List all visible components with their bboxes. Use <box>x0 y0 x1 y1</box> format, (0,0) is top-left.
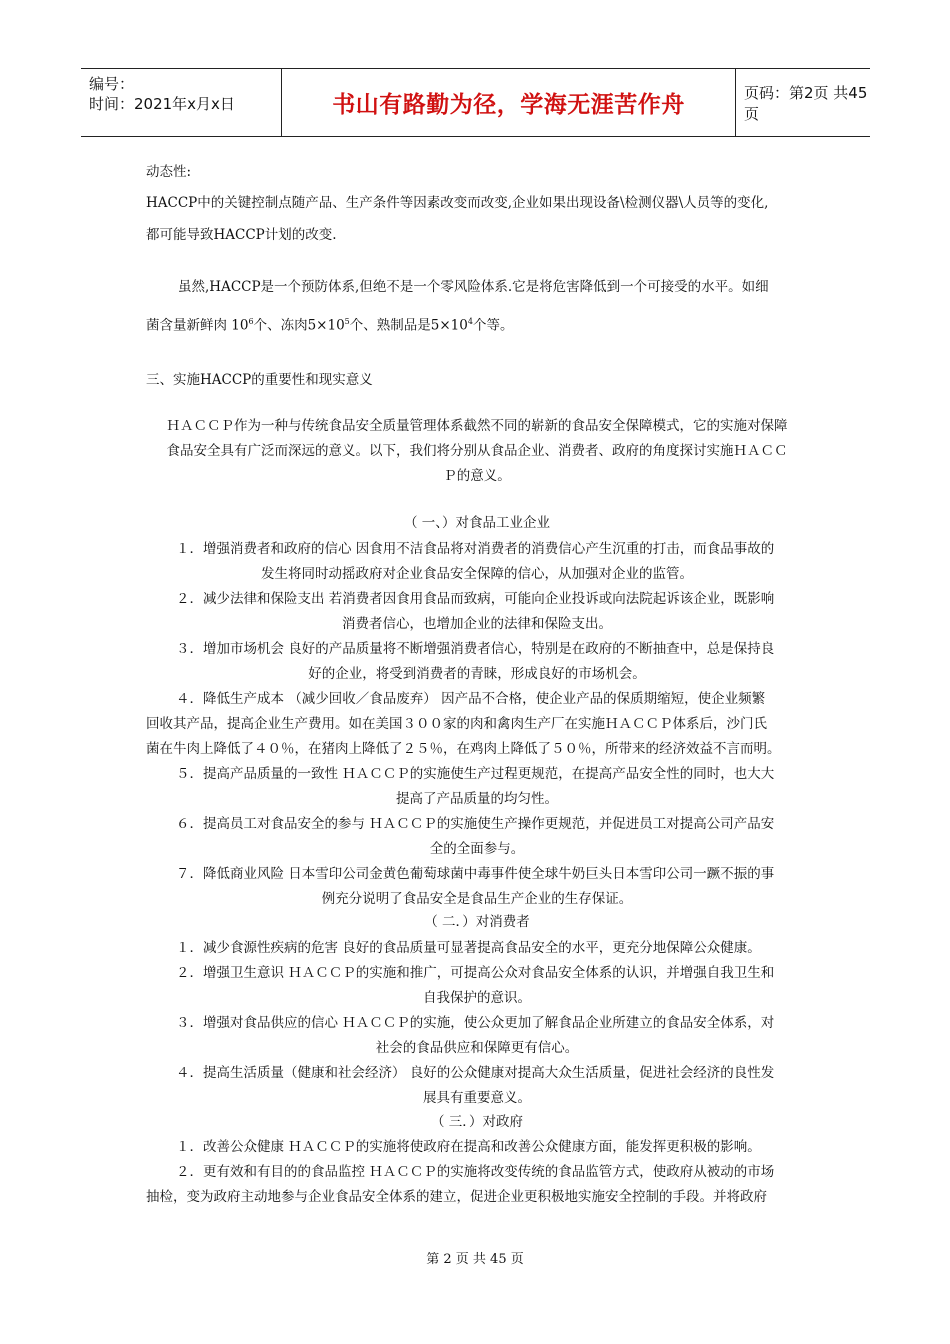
list-item: ２．减少法律和保险支出 若消费者因食用食品而致病，可能向企业投诉或向法院起诉该企业，既影响 <box>176 591 775 607</box>
paragraph-line: HACCP中的关键控制点随产品、生产条件等因素改变而改变,企业如果出现设备\检测仪器\人员等的变化, <box>146 195 769 211</box>
subsection-heading: （ 一、）对食品工业企业 <box>403 515 551 531</box>
list-item: ３．增强对食品供应的信心 ＨＡＣＣＰ的实施，使公众更加了解食品企业所建立的食品安全体系，对 <box>176 1015 775 1031</box>
paragraph-line: 食品安全具有广泛而深远的意义。以下，我们将分别从食品企业、消费者、政府的角度探讨实施ＨＡＣＣ <box>166 443 788 459</box>
list-item-cont: 发生将同时动摇政府对企业食品安全保障的信心，从加强对企业的监管。 <box>261 566 693 582</box>
list-item-cont: 提高了产品质量的均匀性。 <box>396 791 558 807</box>
header-meta <box>81 69 281 136</box>
paragraph-line: 都可能导致HACCP计划的改变. <box>146 227 337 243</box>
paragraph-line: 菌含量新鲜肉 $10^6$个、冻肉$5\times 10^5$个、熟制品是$5\times 10^4$个等。 <box>146 317 514 334</box>
list-item-cont: 社会的食品供应和保障更有信心。 <box>375 1040 579 1056</box>
paragraph-line: 虽然,HACCP是一个预防体系,但绝不是一个零风险体系.它是将危害降低到一个可接受的水平。如细 <box>178 279 769 295</box>
list-item: １．改善公众健康 ＨＡＣＣＰ的实施将使政府在提高和改善公众健康方面，能发挥更积极的影响。 <box>176 1139 761 1155</box>
motto: 书山有路勤为径，学海无涯苦作舟 <box>332 92 685 118</box>
number-label: 编号： <box>89 75 135 93</box>
list-item-cont: 抽检，变为政府主动地参与企业食品安全体系的建立，促进企业更积极地实施安全控制的手段。并将政府 <box>146 1189 767 1205</box>
list-item-cont: 回收其产品，提高企业生产费用。如在美国３００家的肉和禽肉生产厂在实施ＨＡＣＣＰ体系后，沙门氏 <box>146 716 767 732</box>
list-item: ６．提高员工对食品安全的参与 ＨＡＣＣＰ的实施使生产操作更规范，并促进员工对提高公司产品安 <box>176 816 775 832</box>
paragraph-line: Ｐ的意义。 <box>443 468 511 484</box>
list-item: １．增强消费者和政府的信心 因食用不洁食品将对消费者的消费信心产生沉重的打击，而食品事故的 <box>176 541 775 557</box>
list-item-cont: 全的全面参与。 <box>429 841 525 857</box>
page-footer: 第 2 页 共 45 页 <box>426 1252 524 1267</box>
list-item-cont: 展具有重要意义。 <box>423 1090 531 1106</box>
list-item: ７．降低商业风险 日本雪印公司金黄色葡萄球菌中毒事件使全球牛奶巨头日本雪印公司一蹶不振的事 <box>176 866 775 882</box>
list-item-cont: 好的企业，将受到消费者的青睐，形成良好的市场机会。 <box>308 666 646 682</box>
section-heading: 三、实施HACCP的重要性和现实意义 <box>146 372 373 388</box>
list-item: ２．更有效和有目的的食品监控 ＨＡＣＣＰ的实施将改变传统的食品监管方式，使政府从被动的市场 <box>176 1164 775 1180</box>
list-item-cont: 例充分说明了食品安全是食品生产企业的生存保证。 <box>321 891 633 907</box>
list-item: ３．增加市场机会 良好的产品质量将不断增强消费者信心，特别是在政府的不断抽查中，总是保持良 <box>176 641 775 657</box>
subsection-heading: （ 三．）对政府 <box>430 1114 524 1130</box>
list-item: ４．降低生产成本 （减少回收／食品废弃） 因产品不合格，使企业产品的保质期缩短，使企业频繁 <box>176 691 766 707</box>
date-label: 时间：2021年x月x日 <box>89 95 235 113</box>
list-item: ５．提高产品质量的一致性 ＨＡＣＣＰ的实施使生产过程更规范，在提高产品安全性的同时，也大大 <box>176 766 775 782</box>
page-header <box>81 68 870 137</box>
list-item-cont: 消费者信心，也增加企业的法律和保险支出。 <box>342 616 612 632</box>
list-item: ２．增强卫生意识 ＨＡＣＣＰ的实施和推广，可提高公众对食品安全体系的认识，并增强自我卫生和 <box>176 965 775 981</box>
list-item-cont: 自我保护的意识。 <box>423 990 531 1006</box>
paragraph-line: ＨＡＣＣＰ作为一种与传统食品安全质量管理体系截然不同的崭新的食品安全保障模式，它的实施对保障 <box>166 418 788 434</box>
list-item: ４．提高生活质量（健康和社会经济） 良好的公众健康对提高大众生活质量，促进社会经济的良性发 <box>176 1065 775 1081</box>
dynamic-title: 动态性: <box>146 164 192 180</box>
header-motto-cell <box>281 69 736 136</box>
page-indicator: 页码：第2页 共45页 <box>744 83 868 123</box>
subsection-heading: （ 二．）对消费者 <box>424 914 530 930</box>
list-item: １．减少食源性疾病的危害 良好的食品质量可显著提高食品安全的水平，更充分地保障公众健康。 <box>176 940 761 956</box>
list-item-cont: 菌在牛肉上降低了４０％，在猪肉上降低了２５％，在鸡肉上降低了５０％，所带来的经济效益不言而明。 <box>146 741 781 757</box>
